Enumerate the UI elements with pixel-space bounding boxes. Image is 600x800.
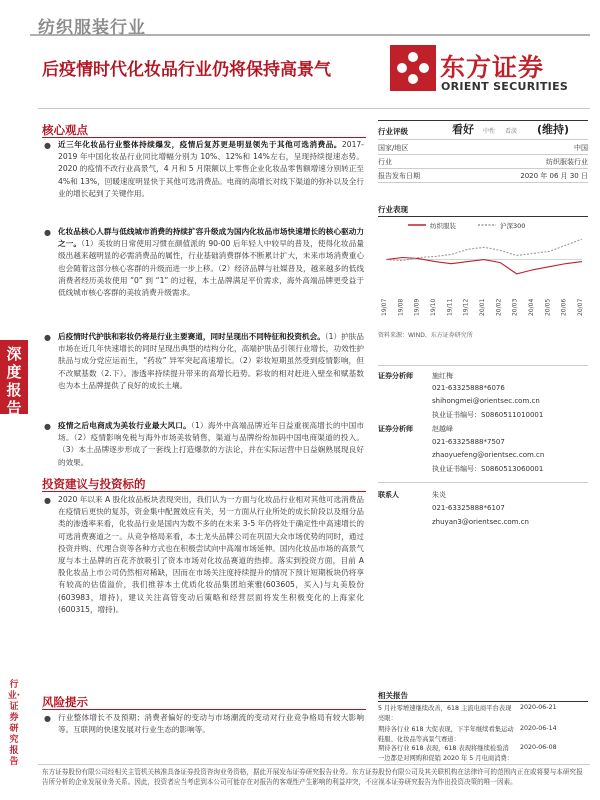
related-item-3[interactable]: 期待各行业 618 表现，618 表现将继续检验消	[378, 745, 509, 752]
analyst-divider	[378, 365, 588, 366]
core-text-2: （1）美妆的日常使用习惯在颜值派的 90-00 后年轻人中较早的普及，使得化妆品量级出越来越明显的必需消费品的属性，行业基础消费群体不断累计扩大，未来市场消费重心也会随着这部分核心客群的升级而进一步上移。（2）经济品牌与社媒普及，越来越多的低线消费者经历美妆使用 “0” 到 “1” 的过程，本土品牌满足平价需求，海外高端品牌更受益于低线城市核心客群的美妆消费升级需求。	[58, 239, 365, 298]
contact-email[interactable]: zhuyan3@orientsec.com.cn	[432, 518, 529, 526]
core-bold-2: 化妆品核心人群与低线城市消费的持续扩容升级成为国内化妆品市场快速增长的核心驱动力之一。	[58, 227, 364, 249]
contact-divider	[378, 482, 588, 483]
info-country-value: 中国	[574, 144, 588, 152]
chart-tick-label: 19/12	[462, 298, 470, 316]
report-title: 后疫情时代化妆品行业仍将保持高景气	[42, 60, 331, 80]
rating-label: 行业评级	[378, 127, 408, 136]
rating-neutral: 中性	[483, 128, 496, 135]
chart-tick-label: 19/08	[397, 298, 405, 316]
contact-name: 朱炎	[432, 491, 446, 499]
chart-tick-label: 20/05	[544, 298, 552, 316]
core-bold-1: 近三年化妆品行业整体持续爆发，疫情后复苏更是明显领先于其他可选消费品。	[58, 140, 342, 149]
chart-tick-label: 20/03	[511, 298, 519, 316]
orient-logo-icon	[390, 45, 436, 91]
chart-tick-label: 20/07	[577, 298, 584, 316]
core-bold-3: 后疫情时代护肤和彩妆仍将是行业主要赛道，同时呈现出不同特征和投资机会。	[58, 332, 325, 341]
chart-tick-label: 20/06	[560, 298, 568, 316]
related-item-1[interactable]: 5 月社零增速继续改善，618 主流电商平台表现亮眼：	[378, 705, 512, 722]
related-item-1-date: 2020-06-21	[520, 704, 557, 711]
chart-tick-label: 20/01	[479, 298, 486, 316]
related-line	[378, 701, 588, 702]
rating-value: 看好	[452, 123, 474, 136]
info-divider	[378, 182, 588, 183]
info-divider	[378, 168, 588, 169]
analyst-2-cert: 执业证书编号：S0860513060001	[432, 465, 544, 473]
industry-label: 纺织服装行业	[38, 18, 146, 38]
chart-tick-label: 20/02	[495, 298, 503, 316]
contact-phone: 021-63325888*6107	[432, 504, 505, 512]
footer-disclaimer: 东方证券股份有限公司经相关主管机关核准具备证券投资咨询业务资格，据此开展发布证券研究报告业务。东方证券股份有限公司及其关联机构在法律许可的范围内正在或将要与本研究报告所分析的企业发展业务关系。因此，投资者应当考虑到本公司可能存在对报告的客观性产生影响的利益冲突，不应视本证券研究报告为作出投资决策的唯一因素。	[42, 768, 583, 786]
chart-tick-label: 19/07	[381, 298, 388, 316]
chart-series-1	[386, 239, 582, 260]
section-risk-line	[42, 709, 366, 710]
info-date-label: 报告发布日期	[378, 172, 420, 180]
legend-label-hs300: 沪深300	[500, 222, 526, 230]
section-core-line	[42, 137, 366, 138]
footer-divider	[38, 764, 590, 765]
legend-label-textile: 纺织服装	[430, 222, 456, 230]
core-bold-4: 疫情之后电商成为美妆行业最大风口。	[58, 421, 191, 430]
related-item-2[interactable]: 期待各行业 618 大促表现，下半年继续看集运动鞋服、化妆品等高景气赛道：	[378, 726, 514, 743]
core-text-1: 2017-2019 年中国化妆品行业同比增幅分别为 10%、12%和 14%左右，呈现持续提速态势。2020 的疫情不改行业高景气，4 月和 5 月限额以上零售企业化妆品零售额增速分别转正至 4%和 13%，回暖速度明显快于其他可选消费品。电商的高增长对线下渠道的弥补以及全行业的增长起到了关键作用。	[58, 140, 364, 198]
rating-divider	[378, 139, 588, 140]
analyst-2-name: 赵越峰	[432, 425, 453, 433]
rating-bearish: 看淡	[505, 128, 518, 135]
info-country-label: 国家/地区	[378, 144, 409, 152]
bullet-icon: ●	[44, 228, 51, 237]
analyst-1-cert: 执业证书编号：S0860511010001	[432, 411, 544, 419]
core-text-4: （1）海外中高端品牌近年日益重视高增长的中国市场。（2）疫情影响免税与海外市场美妆销售，渠道与品牌纷纷加码中国电商渠道的投入。（3）本土品牌逐步形成了一套线上打造爆款的方法论，并在实际运营中日益娴熟展现良好的效果。	[58, 421, 365, 467]
logo-text-en: ORIENT SECURITIES	[441, 80, 569, 93]
report-type-label: 深度报告	[6, 345, 22, 417]
related-item-2-date: 2020-06-14	[520, 725, 557, 732]
performance-chart	[378, 218, 590, 318]
chart-series-0	[386, 258, 582, 274]
bullet-icon: ●	[44, 422, 51, 431]
bullet-icon: ●	[44, 714, 51, 723]
bullet-icon: ●	[44, 496, 51, 505]
info-industry-label: 行业	[378, 158, 392, 166]
core-paragraph-4	[58, 420, 364, 469]
chart-tick-label: 19/09	[413, 298, 421, 316]
header-divider	[38, 108, 590, 109]
section-advice-heading: 投资建议与投资标的	[42, 477, 146, 491]
info-divider	[378, 154, 588, 155]
chart-title-line	[378, 216, 588, 217]
analyst-1-email[interactable]: shihongmei@orientsec.com.cn	[432, 397, 540, 405]
analyst-label-2: 证券分析师	[378, 425, 413, 433]
core-paragraph-1	[58, 139, 364, 200]
chart-source: 资料来源：WIND、东方证券研究所	[378, 332, 473, 339]
core-text-3: （1）护肤品市场在近几年快速增长的同时呈现出典型的结构分化，高端护肤品引领行业增长，功效性护肤品与成分党应运而生，“药妆” 异军突起高速增长。（2）彩妆短期虽然受到疫情影响，但不改赋基数（2.下）。渗透率持续提升带来的高增长趋势。彩妆的相对赶进入壁垒和赋基数也为本土品牌提供了良好的成长土壤。	[58, 332, 364, 390]
analyst-1-phone: 021-63325888*6076	[432, 384, 505, 392]
rating-keep: (维持)	[537, 123, 570, 136]
related-title: 相关报告	[378, 691, 408, 700]
chart-tick-label: 19/11	[446, 298, 454, 316]
section-core-heading: 核心观点	[42, 123, 88, 137]
section-risk-heading: 风险提示	[42, 695, 88, 709]
report-category-label: 行业·证券研究报告	[7, 680, 21, 767]
core-paragraph-3	[58, 331, 364, 392]
bullet-icon: ●	[44, 141, 51, 150]
analyst-2-email[interactable]: zhaoyuefeng@orientsec.com.cn	[432, 451, 545, 459]
logo-text-cn: 东方证券	[440, 53, 545, 82]
analyst-2-phone: 021-63325888*7507	[432, 438, 505, 446]
analyst-label: 证券分析师	[378, 372, 413, 380]
contact-label: 联系人	[378, 491, 399, 499]
info-date-value: 2020 年 06 月 30 日	[520, 172, 588, 180]
related-item-3-date: 2020-06-08	[520, 744, 557, 751]
chart-tick-label: 19/10	[430, 298, 437, 316]
related-item-4[interactable]: 一边都是对网购和促销 2020 年 5 月电商消费：	[378, 755, 514, 762]
bullet-icon: ●	[44, 333, 51, 342]
section-advice-line	[42, 491, 366, 492]
advice-paragraph: 2020 年以来 A 股化妆品板块表现突出，我们认为一方面与化妆品行业相对其他可选消费品在疫情后更快的复苏，资金集中配置效应有关，另一方面从行业所处的成长阶段以及细分品类的渗透率来看，化妆品行业是国内为数不多的在未来 3-5 年仍将处于确定性中高速增长的可选消费赛道之一。从竞争格局来看，本土龙头品牌公司在巩固大众市场优势的同时，通过投资并购、代理合资等各种方式也在积极尝试向中高端市场延伸。国内化妆品市场的高景气度与本土品牌的百花齐放吸引了资本市场对化妆品赛道的热捧。落实到投资方面，目前 A 股化妆品上市公司仍然相对稀缺，因而在市场关注度持续提升的情况下预计短期板块仍将享有较高的估值溢价，我们推荐本土优质化妆品集团珀莱雅(603605，买入)与丸美股份(603983，增持)，建议关注高管变动后策略和经营层面将发生积极变化的上海家化(600315，增持)。	[58, 495, 364, 614]
chart-title: 行业表现	[378, 205, 408, 214]
info-industry-value: 纺织服装行业	[546, 158, 588, 166]
core-paragraph-2	[58, 226, 364, 299]
risk-paragraph: 行业整体增长不及预期；消费者偏好的变动与市场潮流的变动对行业竞争格局有较大影响等。互联网的快速发展对行业生态的影响等。	[58, 713, 364, 735]
analyst-1-name: 施红梅	[432, 372, 453, 380]
chart-tick-label: 20/04	[528, 298, 535, 316]
